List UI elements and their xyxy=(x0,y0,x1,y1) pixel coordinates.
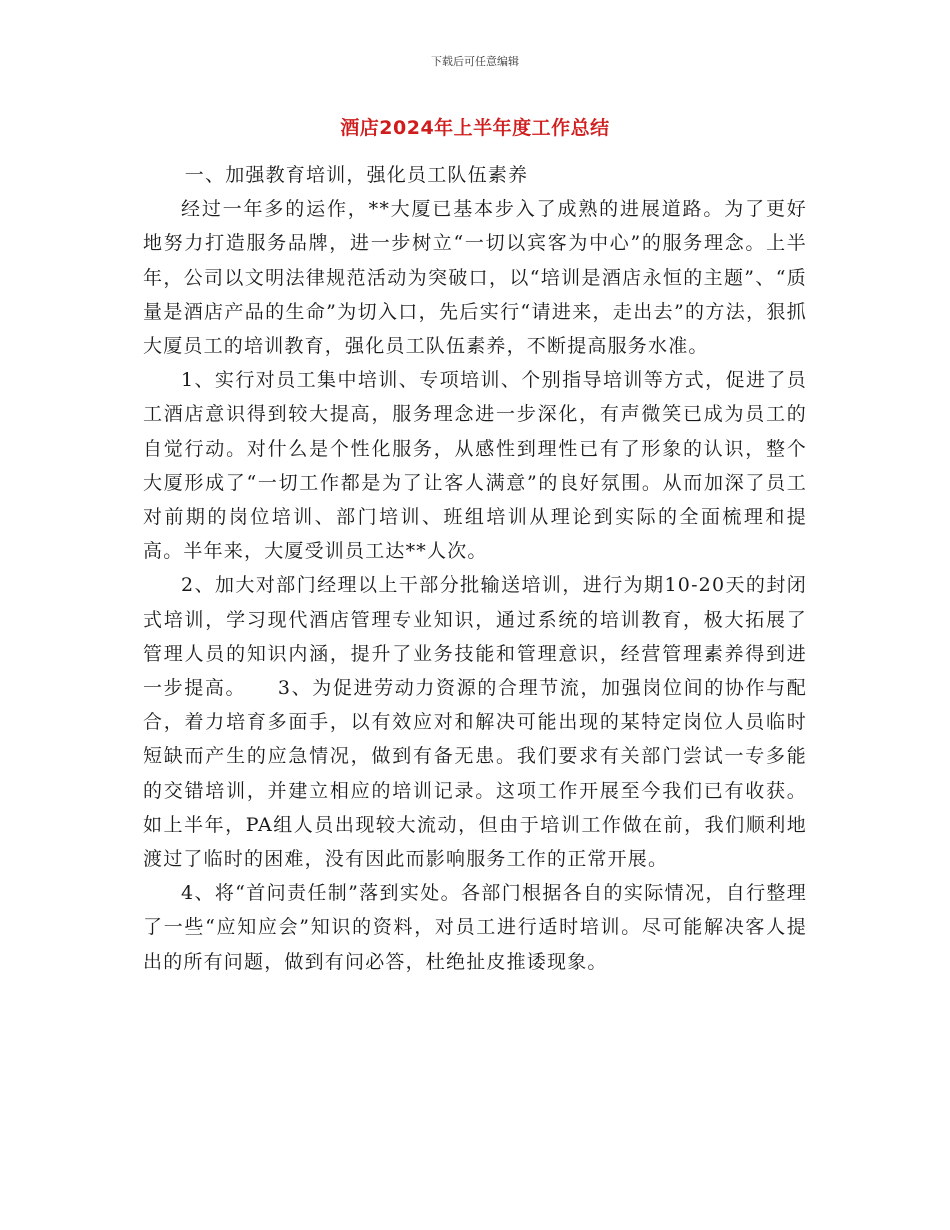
paragraph-intro: 经过一年多的运作，**大厦已基本步入了成熟的进展道路。为了更好地努力打造服务品牌，进一步树立“一切以宾客为中心”的服务理念。上半年，公司以文明法律规范活动为突破口，以“培训是酒店永恒的主题”、“质量是酒店产品的生命”为切入口，先后实行“请进来，走出去”的方法，狠抓大厦员工的培训教育，强化员工队伍素养，不断提高服务水准。 xyxy=(143,198,807,358)
header-note: 下载后可任意编辑 xyxy=(431,55,519,68)
paragraph-item-1: 1、实行对员工集中培训、专项培训、个别指导培训等方式，促进了员工酒店意识得到较大提高，服务理念进一步深化，有声微笑已成为员工的自觉行动。对什么是个性化服务，从感性到理性已有了形象的认识，整个大厦形成了“一切工作都是为了让客人满意”的良好氛围。从而加深了员工对前期的岗位培训、部门培训、班组培训从理论到实际的全面梳理和提高。半年来，大厦受训员工达**人次。 xyxy=(143,369,807,563)
paragraph-item-4: 4、将“首问责任制”落到实处。各部门根据各自的实际情况，自行整理了一些“应知应会”知识的资料，对员工进行适时培训。尽可能解决客人提出的所有问题，做到有问必答，杜绝扯皮推诿现象。 xyxy=(143,882,807,973)
section-heading: 一、加强教育培训，强化员工队伍素养 xyxy=(184,164,529,186)
document-body xyxy=(143,158,807,979)
paragraph-item-2-3: 2、加大对部门经理以上干部分批输送培训，进行为期10-20天的封闭式培训，学习现代酒店管理专业知识，通过系统的培训教育，极大拓展了管理人员的知识内涵，提升了业务技能和管理意识，经营管理素养得到进一步提高。 3、为促进劳动力资源的合理节流，加强岗位间的协作与配合，着力培育多面手，以有效应对和解决可能出现的某特定岗位人员临时短缺而产生的应急情况，做到有备无患。我们要求有关部门尝试一专多能的交错培训，并建立相应的培训记录。这项工作开展至今我们已有收获。如上半年，PA组人员出现较大流动，但由于培训工作做在前，我们顺利地渡过了临时的困难，没有因此而影响服务工作的正常开展。 xyxy=(143,574,807,871)
document-title: 酒店2024年上半年度工作总结 xyxy=(340,117,610,139)
